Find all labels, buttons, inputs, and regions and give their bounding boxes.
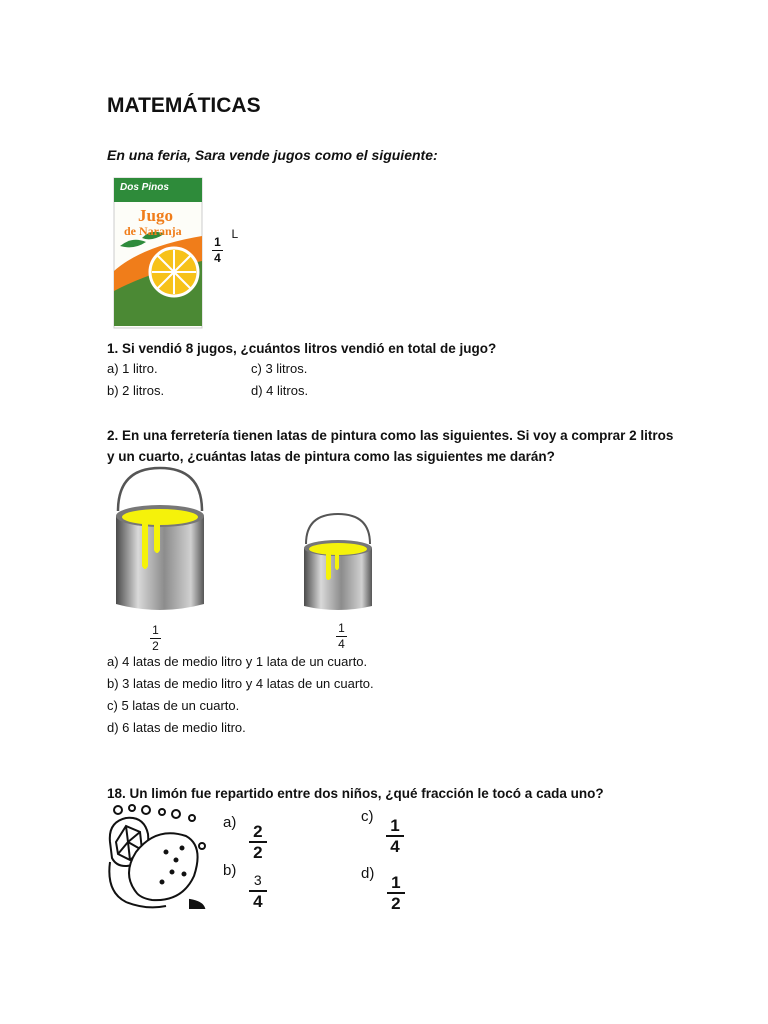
q2-text-line2: y un cuarto, ¿cuántas latas de pintura como las siguientes me darán?: [107, 449, 555, 464]
juice-brand: Dos Pinos: [120, 182, 169, 193]
q18-b-den: 4: [253, 891, 263, 911]
can-large-fraction: [150, 621, 161, 653]
juice-volume: [212, 227, 239, 265]
can-small-frac-den: 4: [338, 637, 345, 651]
lemon-halves-image: [106, 802, 210, 914]
q1-option-a: a) 1 litro.: [107, 361, 158, 376]
q18-c-num: 1: [390, 816, 400, 835]
juice-label-line2: de Naranja: [124, 224, 182, 238]
q1-option-b: b) 2 litros.: [107, 383, 165, 398]
juice-carton-image: [112, 176, 204, 330]
q18-option-c-letter: c): [361, 808, 374, 825]
q18-option-a-letter: a): [223, 814, 237, 831]
can-large-frac-den: 2: [152, 639, 159, 653]
q2-option-b: b) 3 latas de medio litro y 4 latas de un cuarto.: [107, 676, 374, 691]
juice-fraction: [212, 236, 223, 265]
can-small-fraction: [336, 619, 347, 651]
juice-frac-num: 1: [214, 235, 221, 249]
q18-option-a: [223, 814, 267, 862]
intro-text: En una feria, Sara vende jugos como el siguiente:: [107, 147, 438, 163]
q2-option-d: d) 6 latas de medio litro.: [107, 720, 246, 735]
q18-b-num: 3: [253, 872, 262, 888]
q18-d-den: 2: [391, 893, 401, 913]
q1-option-d: d) 4 litros.: [251, 383, 309, 398]
q18-d-num: 1: [391, 873, 401, 892]
q18-a-num: 2: [253, 822, 263, 841]
q1-text: 1. Si vendió 8 jugos, ¿cuántos litros vendió en total de jugo?: [107, 341, 497, 356]
q18-text: 18. Un limón fue repartido entre dos niños, ¿qué fracción le tocó a cada uno?: [107, 786, 604, 801]
q2-text-line1: 2. En una ferretería tienen latas de pintura como las siguientes. Si voy a comprar 2 litros: [107, 428, 674, 443]
q18-a-den: 2: [253, 842, 263, 862]
q2-option-c: c) 5 latas de un cuarto.: [107, 698, 240, 713]
paint-can-small-image: [300, 512, 376, 614]
juice-label-line1: Jugo: [138, 206, 173, 225]
page-title: MATEMÁTICAS: [107, 94, 261, 117]
q18-option-c: [361, 808, 404, 856]
q18-c-den: 4: [390, 836, 400, 856]
paint-can-large-image: [110, 466, 210, 616]
q18-option-d-letter: d): [361, 865, 375, 882]
can-large-frac-num: 1: [152, 623, 159, 637]
q18-option-b: [223, 862, 267, 911]
can-small-frac-num: 1: [338, 621, 345, 635]
q18-option-d: [361, 865, 405, 913]
q1-option-c: c) 3 litros.: [251, 361, 308, 376]
juice-frac-den: 4: [214, 251, 221, 265]
q2-option-a: a) 4 latas de medio litro y 1 lata de un cuarto.: [107, 654, 368, 669]
q18-option-b-letter: b): [223, 862, 237, 879]
juice-unit: L: [231, 227, 239, 241]
